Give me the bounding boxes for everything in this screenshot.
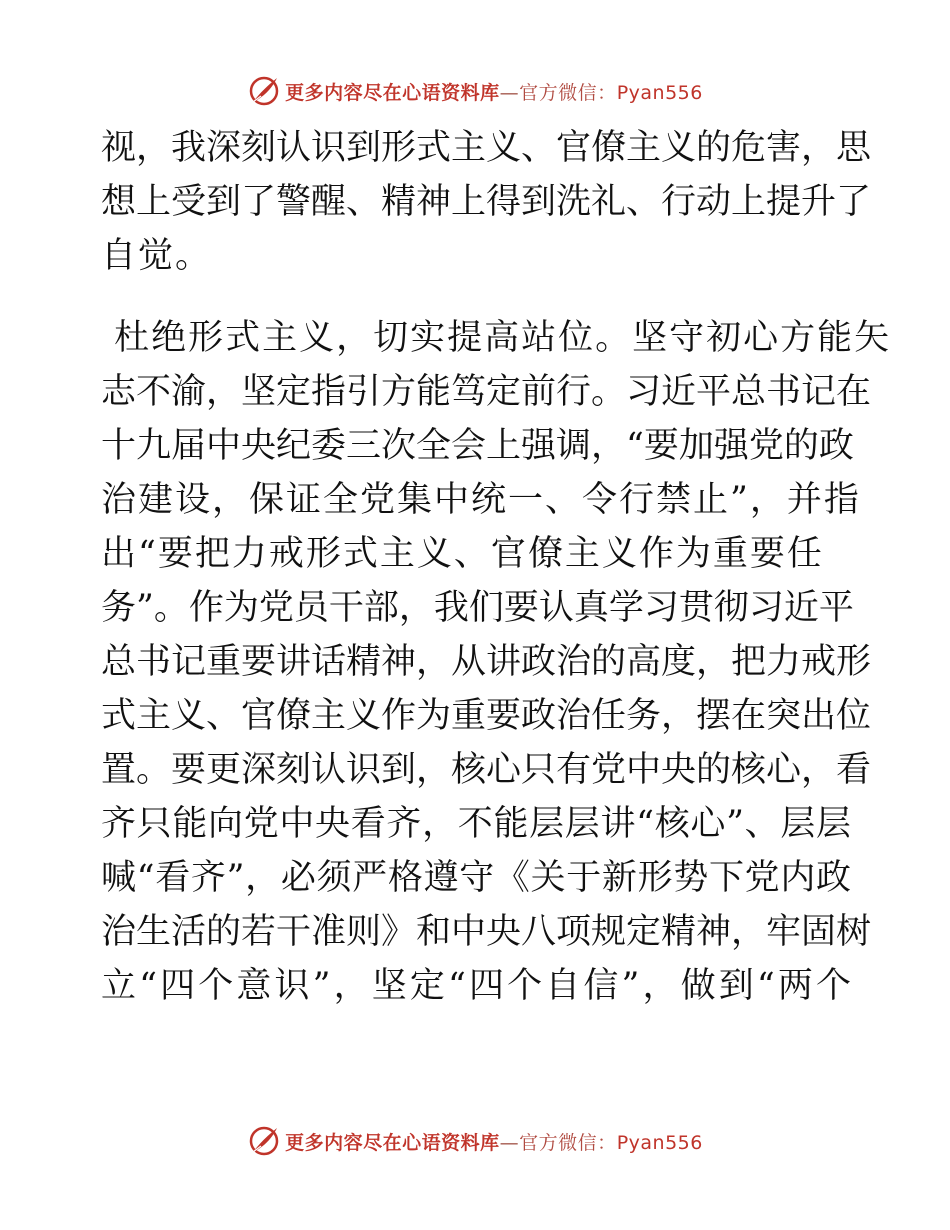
- footer-site-text: 更多内容尽在心语资料库: [285, 1131, 500, 1154]
- header-separator: —: [499, 81, 520, 104]
- footer-wechat-label: 官方微信：: [519, 1131, 617, 1154]
- text-line: 喊“看齐”，必须严格遵守《关于新形势下党内政: [101, 858, 851, 898]
- footer-separator: —: [499, 1131, 520, 1154]
- footer-wechat-id: Pyan556: [616, 1131, 703, 1154]
- text-line: 立“四个意识”，坚定“四个自信”，做到“两个: [101, 966, 851, 1006]
- text-line: 式主义、官僚主义作为重要政治任务，摆在突出位: [101, 696, 872, 736]
- text-line: 出“要把力戒形式主义、官僚主义作为重要任: [101, 534, 824, 574]
- text-line: 自觉。: [101, 236, 213, 276]
- text-line: 视，我深刻认识到形式主义、官僚主义的危害，思: [101, 128, 872, 168]
- text-line: 杜绝形式主义，切实提高站位。坚守初心方能矢: [101, 318, 892, 358]
- text-line: 志不渝，坚定指引方能笃定前行。习近平总书记在: [101, 372, 872, 412]
- quill-pen-logo-icon: [247, 74, 281, 108]
- text-line: 置。要更深刻认识到，核心只有党中央的核心，看: [101, 750, 872, 790]
- quill-pen-logo-icon: [247, 1124, 281, 1158]
- paragraph-1: [101, 121, 872, 283]
- footer-banner-text: [285, 1128, 703, 1155]
- text-line: 总书记重要讲话精神，从讲政治的高度，把力戒形: [101, 642, 872, 682]
- header-site-text: 更多内容尽在心语资料库: [285, 81, 500, 104]
- text-line: 齐只能向党中央看齐，不能层层讲“核心”、层层: [101, 804, 851, 844]
- header-wechat-id: Pyan556: [616, 81, 703, 104]
- text-line: 治建设，保证全党集中统一、令行禁止”，并指: [101, 480, 861, 520]
- footer-banner: [0, 1121, 950, 1161]
- text-line: 十九届中央纪委三次全会上强调，“要加强党的政: [101, 426, 854, 466]
- header-banner-text: [285, 78, 703, 105]
- text-line: 务”。作为党员干部，我们要认真学习贯彻习近平: [101, 588, 854, 628]
- text-line: 想上受到了警醒、精神上得到洗礼、行动上提升了: [101, 182, 872, 222]
- paragraph-2: [101, 311, 892, 1013]
- text-line: 治生活的若干准则》和中央八项规定精神，牢固树: [101, 912, 872, 952]
- header-wechat-label: 官方微信：: [519, 81, 617, 104]
- document-body: [101, 121, 892, 1013]
- header-banner: [0, 71, 950, 111]
